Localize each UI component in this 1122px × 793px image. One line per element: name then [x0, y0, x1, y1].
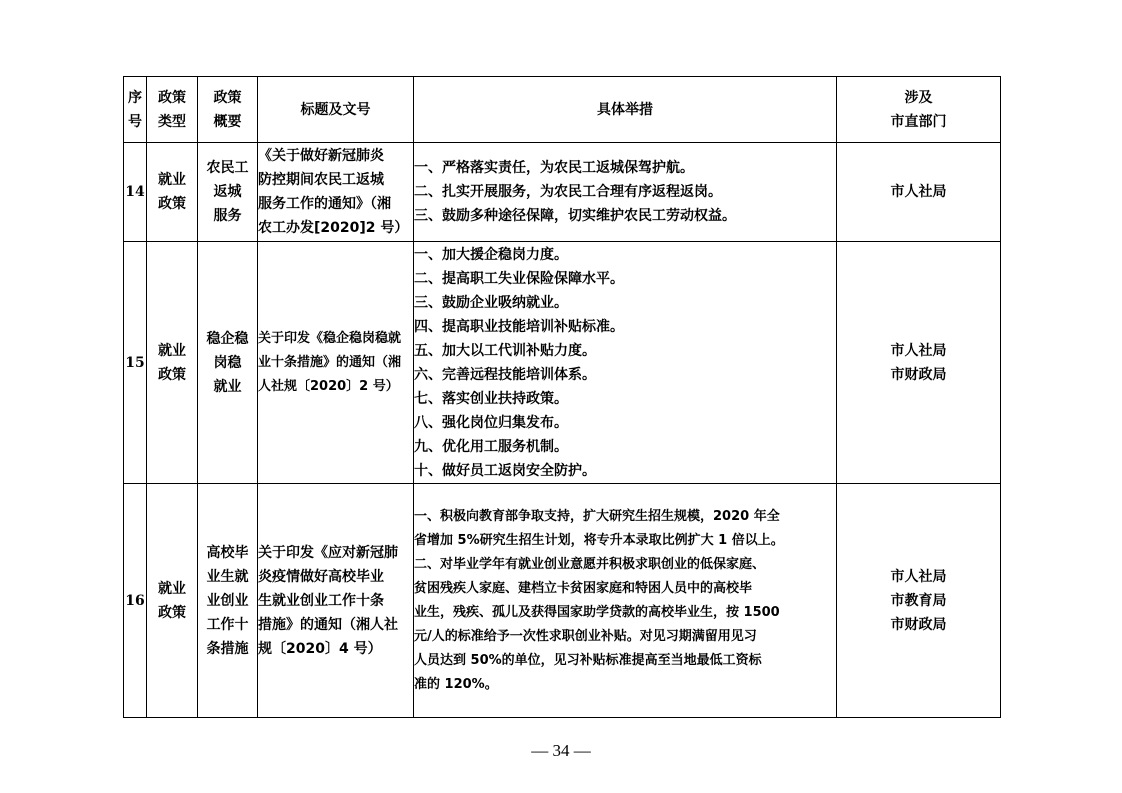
table-row [124, 484, 1001, 718]
row-measures: 一、加大援企稳岗力度。 二、提高职工失业保险保障水平。 三、鼓励企业吸纳就业。 四、提高职业技能培训补贴标准。 五、加大以工代训补贴力度。 六、完善远程技能培训体系。 七、落实创业扶持政策。 八、强化岗位归集发布。 九、优化用工服务机制。 十、做好员工返岗安全防护。 [414, 242, 837, 484]
row-no: 15 [124, 242, 147, 484]
header-measures: 具体举措 [414, 77, 837, 143]
row-type: 就业 政策 [147, 484, 198, 718]
header-summary: 政策 概要 [198, 77, 258, 143]
row-summary: 稳企稳 岗稳 就业 [198, 242, 258, 484]
row-dept: 市人社局 市财政局 [837, 242, 1001, 484]
row-measures: 一、严格落实责任，为农民工返城保驾护航。 二、扎实开展服务，为农民工合理有序返程返岗。 三、鼓励多种途径保障，切实维护农民工劳动权益。 [414, 143, 837, 242]
row-summary: 高校毕 业生就 业创业 工作十 条措施 [198, 484, 258, 718]
header-type: 政策 类型 [147, 77, 198, 143]
row-measures: 一、积极向教育部争取支持，扩大研究生招生规模，2020 年全 省增加 5%研究生招生计划，将专升本录取比例扩大 1 倍以上。 二、对毕业学年有就业创业意愿并积极求职创业的低保家庭、 贫困残疾人家庭、建档立卡贫困家庭和特困人员中的高校毕 业生，残疾、孤儿及获得国家助学贷款的高校毕业生，按 1500 元/人的标准给予一次性求职创业补贴。对见习期满留用见习 人员达到 50%的单位，见习补贴标准提高至当地最低工资标 准的 120%。 [414, 484, 837, 718]
row-no: 16 [124, 484, 147, 718]
row-dept: 市人社局 [837, 143, 1001, 242]
row-no: 14 [124, 143, 147, 242]
row-title: 关于印发《稳企稳岗稳就 业十条措施》的通知（湘 人社规〔2020〕2 号） [258, 242, 414, 484]
row-dept: 市人社局 市教育局 市财政局 [837, 484, 1001, 718]
table-row [124, 242, 1001, 484]
header-title-doc: 标题及文号 [258, 77, 414, 143]
header-row [124, 77, 1001, 143]
page-number: — 34 — [531, 741, 591, 760]
row-type: 就业 政策 [147, 242, 198, 484]
row-title: 关于印发《应对新冠肺 炎疫情做好高校毕业 生就业创业工作十条 措施》的通知（湘人社 规〔2020〕4 号） [258, 484, 414, 718]
table-row [124, 143, 1001, 242]
policy-table [123, 76, 1001, 718]
row-summary: 农民工 返城 服务 [198, 143, 258, 242]
row-type: 就业 政策 [147, 143, 198, 242]
header-dept: 涉及 市直部门 [837, 77, 1001, 143]
row-title: 《关于做好新冠肺炎 防控期间农民工返城 服务工作的通知》（湘 农工办发[2020]2 号） [258, 143, 414, 242]
header-no: 序 号 [124, 77, 147, 143]
